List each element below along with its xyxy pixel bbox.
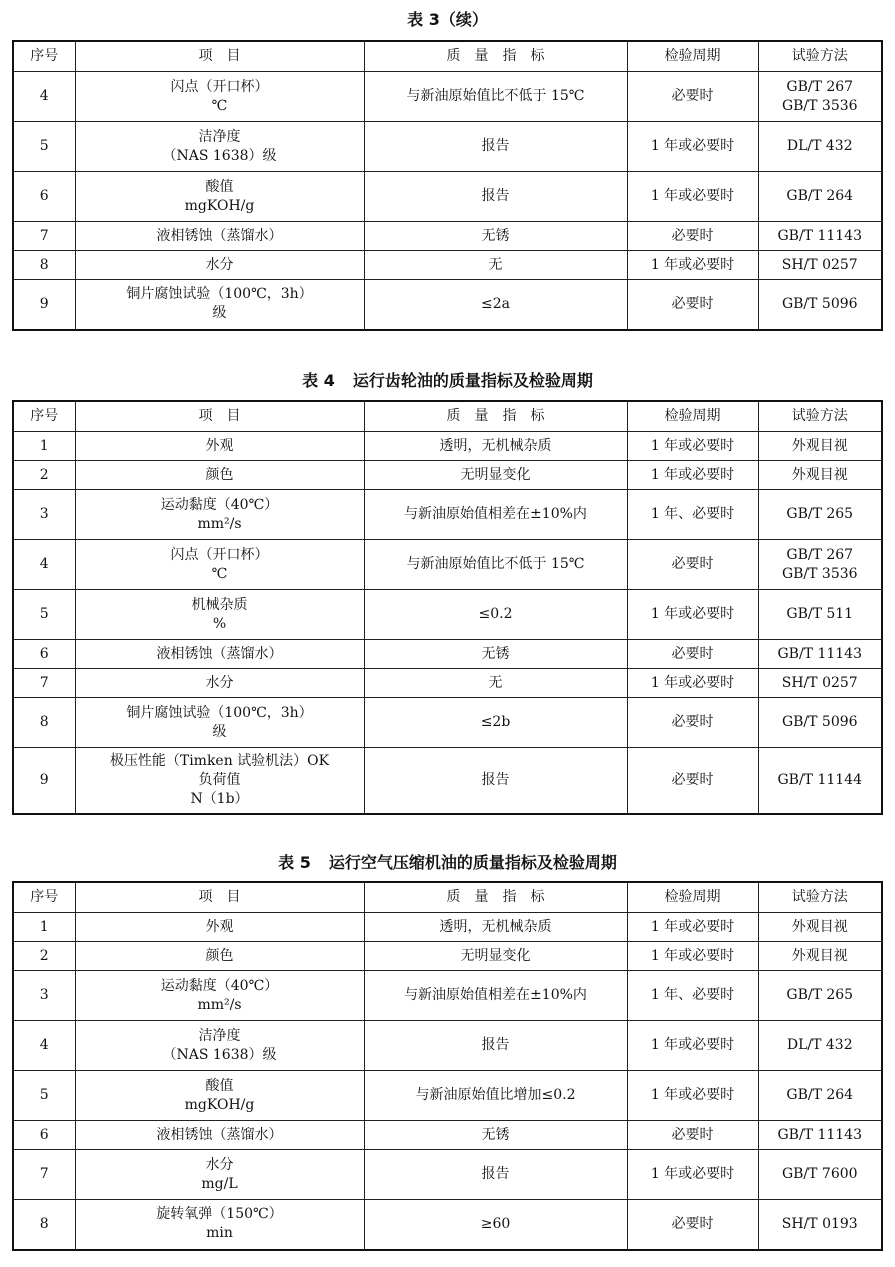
cell-method xyxy=(758,280,882,330)
cell-method xyxy=(758,1200,882,1250)
cell-no: 7 xyxy=(13,1150,75,1200)
method-line: GB/T 3536 xyxy=(781,97,858,114)
header-item: 项 目 xyxy=(75,41,364,72)
cell-item xyxy=(75,913,364,942)
cell-item xyxy=(75,971,364,1021)
cell-period: 1 年或必要时 xyxy=(627,432,758,461)
item-line: mm²/s xyxy=(197,996,242,1013)
item-line: （NAS 1638）级 xyxy=(162,1046,277,1063)
table-title: 运行空气压缩机油的质量指标及检验周期 xyxy=(328,853,617,872)
table-row xyxy=(13,748,882,814)
item-line: （NAS 1638）级 xyxy=(162,147,277,164)
table-row xyxy=(13,540,882,590)
item-line: 闪点（开口杯） xyxy=(170,78,269,95)
table-number: 表 5 xyxy=(278,853,311,872)
cell-period: 1 年或必要时 xyxy=(627,461,758,490)
method-line: 外观目视 xyxy=(791,918,848,935)
header-period: 检验周期 xyxy=(627,41,758,72)
cell-item xyxy=(75,1121,364,1150)
header-no: 序号 xyxy=(13,882,75,913)
cell-item xyxy=(75,1021,364,1071)
table-3 xyxy=(12,40,883,331)
cell-item xyxy=(75,172,364,222)
cell-item xyxy=(75,1150,364,1200)
item-line: 水分 xyxy=(205,256,234,273)
cell-no: 2 xyxy=(13,942,75,971)
table-caption xyxy=(0,853,895,873)
method-line: SH/T 0193 xyxy=(781,1215,858,1232)
cell-no: 4 xyxy=(13,540,75,590)
cell-no: 7 xyxy=(13,222,75,251)
cell-no: 5 xyxy=(13,1071,75,1121)
cell-period: 1 年或必要时 xyxy=(627,942,758,971)
cell-spec: 无明显变化 xyxy=(364,942,627,971)
table-row xyxy=(13,590,882,640)
item-line: 铜片腐蚀试验（100℃，3h） xyxy=(126,704,313,721)
cell-item xyxy=(75,122,364,172)
table-header xyxy=(13,882,882,913)
method-line: GB/T 11143 xyxy=(777,645,862,662)
method-line: GB/T 265 xyxy=(786,987,854,1003)
cell-spec: 与新油原始值比增加≤0.2 xyxy=(364,1071,627,1121)
item-line: 水分 xyxy=(205,674,234,691)
cell-item xyxy=(75,280,364,330)
header-period: 检验周期 xyxy=(627,401,758,432)
cell-spec: ≥60 xyxy=(364,1200,627,1250)
method-line: GB/T 11143 xyxy=(777,227,862,244)
cell-item xyxy=(75,222,364,251)
cell-period: 必要时 xyxy=(627,540,758,590)
table-row xyxy=(13,1150,882,1200)
cell-method xyxy=(758,913,882,942)
table-title: 运行齿轮油的质量指标及检验周期 xyxy=(352,371,593,390)
item-line: 铜片腐蚀试验（100℃，3h） xyxy=(126,286,313,303)
cell-no: 6 xyxy=(13,172,75,222)
header-spec: 质 量 指 标 xyxy=(364,401,627,432)
table-row xyxy=(13,698,882,748)
method-line: 外观目视 xyxy=(791,947,848,964)
cell-period: 1 年或必要时 xyxy=(627,913,758,942)
cell-period: 1 年、必要时 xyxy=(627,490,758,540)
cell-no: 5 xyxy=(13,122,75,172)
cell-no: 3 xyxy=(13,971,75,1021)
cell-no: 6 xyxy=(13,1121,75,1150)
cell-spec: 报告 xyxy=(364,1150,627,1200)
item-line: 外观 xyxy=(205,437,234,454)
cell-spec: 无 xyxy=(364,251,627,280)
method-line: 外观目视 xyxy=(791,466,848,483)
cell-no: 9 xyxy=(13,280,75,330)
cell-period: 1 年或必要时 xyxy=(627,590,758,640)
method-line: DL/T 432 xyxy=(786,138,853,154)
cell-item xyxy=(75,72,364,122)
item-line: 液相锈蚀（蒸馏水） xyxy=(156,645,283,662)
table-row xyxy=(13,251,882,280)
table-row xyxy=(13,172,882,222)
cell-method xyxy=(758,1121,882,1150)
table-row xyxy=(13,280,882,330)
method-line: DL/T 432 xyxy=(786,1037,853,1053)
cell-method xyxy=(758,748,882,814)
cell-spec: 透明，无机械杂质 xyxy=(364,913,627,942)
cell-spec: ≤2b xyxy=(364,698,627,748)
cell-no: 8 xyxy=(13,1200,75,1250)
table-4 xyxy=(12,400,883,815)
table-body xyxy=(13,913,882,1250)
table-row xyxy=(13,122,882,172)
method-line: GB/T 511 xyxy=(786,606,854,622)
cell-method xyxy=(758,1150,882,1200)
cell-no: 1 xyxy=(13,432,75,461)
cell-period: 1 年、必要时 xyxy=(627,971,758,1021)
item-line: 运动黏度（40℃） xyxy=(160,977,279,994)
header-spec: 质 量 指 标 xyxy=(364,882,627,913)
item-line: mgKOH/g xyxy=(184,1096,255,1113)
cell-period: 1 年或必要时 xyxy=(627,122,758,172)
header-item: 项 目 xyxy=(75,882,364,913)
table-number: 表 3 xyxy=(407,10,440,29)
cell-item xyxy=(75,540,364,590)
table-body xyxy=(13,72,882,330)
item-line: 外观 xyxy=(205,918,234,935)
table-row xyxy=(13,942,882,971)
header-no: 序号 xyxy=(13,401,75,432)
method-line: GB/T 5096 xyxy=(781,295,858,312)
item-line: mgKOH/g xyxy=(184,197,255,214)
cell-spec: 与新油原始值比不低于 15℃ xyxy=(364,540,627,590)
cell-method xyxy=(758,640,882,669)
cell-spec: 与新油原始值相差在±10%内 xyxy=(364,971,627,1021)
header-period: 检验周期 xyxy=(627,882,758,913)
table-row xyxy=(13,669,882,698)
cell-period: 1 年或必要时 xyxy=(627,172,758,222)
cell-no: 4 xyxy=(13,72,75,122)
cell-item xyxy=(75,251,364,280)
item-line: 级 xyxy=(212,723,227,740)
cell-spec: ≤0.2 xyxy=(364,590,627,640)
cell-period: 必要时 xyxy=(627,222,758,251)
table-row xyxy=(13,1071,882,1121)
cell-spec: ≤2a xyxy=(364,280,627,330)
item-line: 极压性能（Timken 试验机法）OK xyxy=(109,752,330,769)
cell-period: 1 年或必要时 xyxy=(627,1071,758,1121)
cell-item xyxy=(75,698,364,748)
item-line: ℃ xyxy=(211,97,228,114)
cell-method xyxy=(758,432,882,461)
table-header xyxy=(13,41,882,72)
table-row xyxy=(13,1121,882,1150)
method-line: GB/T 7600 xyxy=(781,1166,858,1182)
cell-period: 必要时 xyxy=(627,72,758,122)
cell-no: 6 xyxy=(13,640,75,669)
table-row xyxy=(13,72,882,122)
cell-item xyxy=(75,461,364,490)
cell-spec: 与新油原始值比不低于 15℃ xyxy=(364,72,627,122)
cell-no: 1 xyxy=(13,913,75,942)
table-row xyxy=(13,1021,882,1071)
cell-no: 3 xyxy=(13,490,75,540)
table-row xyxy=(13,222,882,251)
cell-method xyxy=(758,72,882,122)
method-line: GB/T 264 xyxy=(786,188,854,204)
item-line: 酸值 xyxy=(205,178,234,195)
cell-spec: 报告 xyxy=(364,1021,627,1071)
item-line: 颜色 xyxy=(205,947,234,964)
cell-method xyxy=(758,540,882,590)
cell-period: 必要时 xyxy=(627,748,758,814)
item-line: 液相锈蚀（蒸馏水） xyxy=(156,227,283,244)
cell-period: 必要时 xyxy=(627,698,758,748)
table-header xyxy=(13,401,882,432)
method-line: GB/T 264 xyxy=(786,1087,854,1103)
cell-spec: 报告 xyxy=(364,122,627,172)
cell-item xyxy=(75,942,364,971)
item-line: 运动黏度（40℃） xyxy=(160,496,279,513)
cell-spec: 无 xyxy=(364,669,627,698)
cell-item xyxy=(75,748,364,814)
item-line: 旋转氧弹（150℃） xyxy=(156,1206,283,1223)
table-row xyxy=(13,971,882,1021)
table-row xyxy=(13,432,882,461)
method-line: GB/T 267 xyxy=(786,546,854,563)
item-line: ℃ xyxy=(211,565,228,582)
item-line: 洁净度 xyxy=(198,1027,241,1044)
cell-no: 2 xyxy=(13,461,75,490)
table-row xyxy=(13,461,882,490)
cell-period: 必要时 xyxy=(627,280,758,330)
item-line: % xyxy=(212,615,227,632)
cell-spec: 报告 xyxy=(364,172,627,222)
cell-period: 必要时 xyxy=(627,1121,758,1150)
method-line: GB/T 11144 xyxy=(777,771,862,788)
method-line: GB/T 265 xyxy=(786,506,854,522)
cell-period: 1 年或必要时 xyxy=(627,1021,758,1071)
cell-item xyxy=(75,490,364,540)
header-method: 试验方法 xyxy=(758,41,882,72)
cell-period: 1 年或必要时 xyxy=(627,1150,758,1200)
cell-spec: 报告 xyxy=(364,748,627,814)
cell-item xyxy=(75,640,364,669)
item-line: 酸值 xyxy=(205,1077,234,1094)
method-line: GB/T 267 xyxy=(786,78,854,95)
cell-spec: 与新油原始值相差在±10%内 xyxy=(364,490,627,540)
cell-method xyxy=(758,490,882,540)
cell-no: 8 xyxy=(13,251,75,280)
method-line: 外观目视 xyxy=(791,437,848,454)
cell-spec: 透明，无机械杂质 xyxy=(364,432,627,461)
item-line: 水分 xyxy=(205,1156,234,1173)
cell-method xyxy=(758,669,882,698)
table-caption xyxy=(0,371,895,391)
method-line: SH/T 0257 xyxy=(781,674,858,691)
cell-method xyxy=(758,172,882,222)
cell-no: 5 xyxy=(13,590,75,640)
cell-method xyxy=(758,251,882,280)
header-method: 试验方法 xyxy=(758,401,882,432)
cell-no: 7 xyxy=(13,669,75,698)
table-number: 表 4 xyxy=(302,371,335,390)
cell-method xyxy=(758,122,882,172)
cell-spec: 无锈 xyxy=(364,222,627,251)
item-line: 机械杂质 xyxy=(191,596,248,613)
table-caption xyxy=(0,10,895,30)
cell-item xyxy=(75,1200,364,1250)
cell-method xyxy=(758,222,882,251)
cell-period: 1 年或必要时 xyxy=(627,669,758,698)
item-line: mm²/s xyxy=(197,515,242,532)
table-row xyxy=(13,490,882,540)
cell-method xyxy=(758,698,882,748)
cell-item xyxy=(75,590,364,640)
method-line: GB/T 3536 xyxy=(781,565,858,582)
cell-spec: 无明显变化 xyxy=(364,461,627,490)
item-line: min xyxy=(206,1225,233,1242)
header-item: 项 目 xyxy=(75,401,364,432)
cell-item xyxy=(75,669,364,698)
cell-method xyxy=(758,971,882,1021)
cell-item xyxy=(75,432,364,461)
item-line: 闪点（开口杯） xyxy=(170,546,269,563)
item-line: 级 xyxy=(212,305,227,322)
header-method: 试验方法 xyxy=(758,882,882,913)
method-line: GB/T 11143 xyxy=(777,1126,862,1143)
cell-period: 必要时 xyxy=(627,1200,758,1250)
cell-no: 9 xyxy=(13,748,75,814)
table-5 xyxy=(12,881,883,1251)
cell-method xyxy=(758,1071,882,1121)
cell-method xyxy=(758,1021,882,1071)
cell-spec: 无锈 xyxy=(364,1121,627,1150)
item-line: 负荷值 xyxy=(198,771,241,788)
cell-method xyxy=(758,942,882,971)
cell-no: 8 xyxy=(13,698,75,748)
table-title: （续） xyxy=(439,10,488,29)
cell-period: 1 年或必要时 xyxy=(627,251,758,280)
table-row xyxy=(13,913,882,942)
table-row xyxy=(13,1200,882,1250)
cell-period: 必要时 xyxy=(627,640,758,669)
header-no: 序号 xyxy=(13,41,75,72)
header-spec: 质 量 指 标 xyxy=(364,41,627,72)
method-line: SH/T 0257 xyxy=(781,256,858,273)
table-body xyxy=(13,432,882,814)
table-row xyxy=(13,640,882,669)
item-line: 颜色 xyxy=(205,466,234,483)
method-line: GB/T 5096 xyxy=(781,714,858,730)
cell-spec: 无锈 xyxy=(364,640,627,669)
item-line: N（1b） xyxy=(190,790,249,807)
cell-no: 4 xyxy=(13,1021,75,1071)
item-line: 洁净度 xyxy=(198,128,241,145)
item-line: mg/L xyxy=(201,1175,238,1192)
cell-method xyxy=(758,461,882,490)
cell-item xyxy=(75,1071,364,1121)
item-line: 液相锈蚀（蒸馏水） xyxy=(156,1126,283,1143)
cell-method xyxy=(758,590,882,640)
